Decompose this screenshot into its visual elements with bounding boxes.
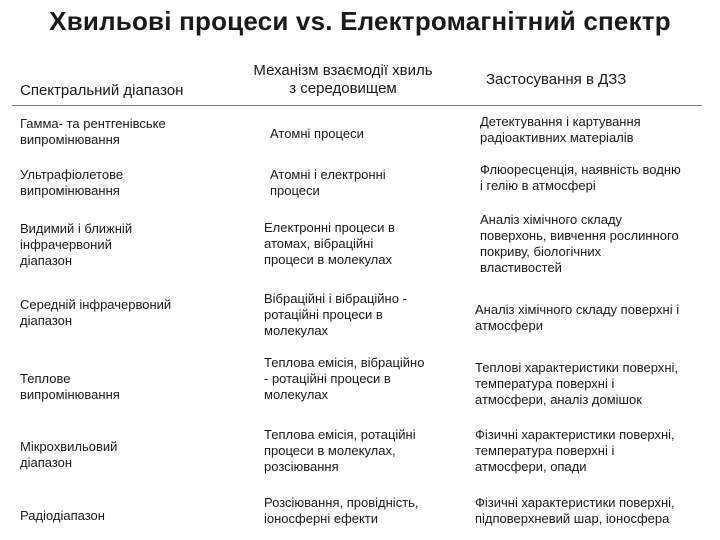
- row-ultraviolet-range: Ультрафіолетове випромінювання: [20, 167, 124, 198]
- header-divider: [12, 105, 702, 106]
- row-thermal-mechanism: Теплова емісія, вібраційно - ротаційні процеси в молекулах: [264, 355, 425, 402]
- row-gamma-mechanism: Атомні процеси: [270, 126, 364, 141]
- row-ultraviolet-mechanism: Атомні і електронні процеси: [270, 167, 386, 198]
- row-thermal-application: Теплові характеристики поверхні, температура поверхні і атмосфери, аналіз домішок: [475, 360, 679, 407]
- row-visible-nir-mechanism: Електронні процеси в атомах, вібраційні процеси в молекулах: [264, 220, 395, 267]
- row-gamma-application: Детектування і картування радіоактивних матеріалів: [480, 114, 641, 145]
- row-microwave-range: Мікрохвильовий діапазон: [20, 439, 118, 470]
- row-radio-mechanism: Розсіювання, провідність, іоносферні ефекти: [264, 495, 419, 526]
- row-visible-nir-range: Видимий і ближній інфрачервоний діапазон: [20, 221, 133, 268]
- row-mid-infrared-range: Середній інфрачервоний діапазон: [20, 297, 172, 328]
- row-radio-application: Фізичні характеристики поверхні, підповерхневий шар, іоносфера: [475, 495, 675, 526]
- row-ultraviolet-application: Флюоресценція, наявність водню і гелію в атмосфері: [480, 162, 681, 193]
- row-mid-infrared-mechanism: Вібраційні і вібраційно - ротаційні процеси в молекулах: [264, 291, 407, 338]
- header-interaction-mechanism: Механізм взаємодії хвиль з середовищем: [253, 62, 433, 97]
- row-microwave-application: Фізичні характеристики поверхні, температура поверхні і атмосфери, опади: [475, 427, 675, 474]
- row-visible-nir-application: Аналіз хімічного складу поверхонь, вивчення рослинного покриву, біологічних властивостей: [480, 212, 679, 275]
- header-spectral-range: Спектральний діапазон: [20, 82, 184, 99]
- row-mid-infrared-application: Аналіз хімічного складу поверхні і атмосфери: [475, 302, 680, 333]
- header-remote-sensing-application: Застосування в ДЗЗ: [486, 71, 627, 88]
- row-thermal-range: Теплове випромінювання: [20, 371, 120, 402]
- row-microwave-mechanism: Теплова емісія, ротаційні процеси в молекулах, розсіювання: [264, 427, 416, 474]
- page-title: Хвильові процеси vs. Електромагнітний спектр: [49, 6, 671, 36]
- row-radio-range: Радіодіапазон: [20, 508, 105, 523]
- row-gamma-range: Гамма- та рентгенівське випромінювання: [20, 116, 166, 147]
